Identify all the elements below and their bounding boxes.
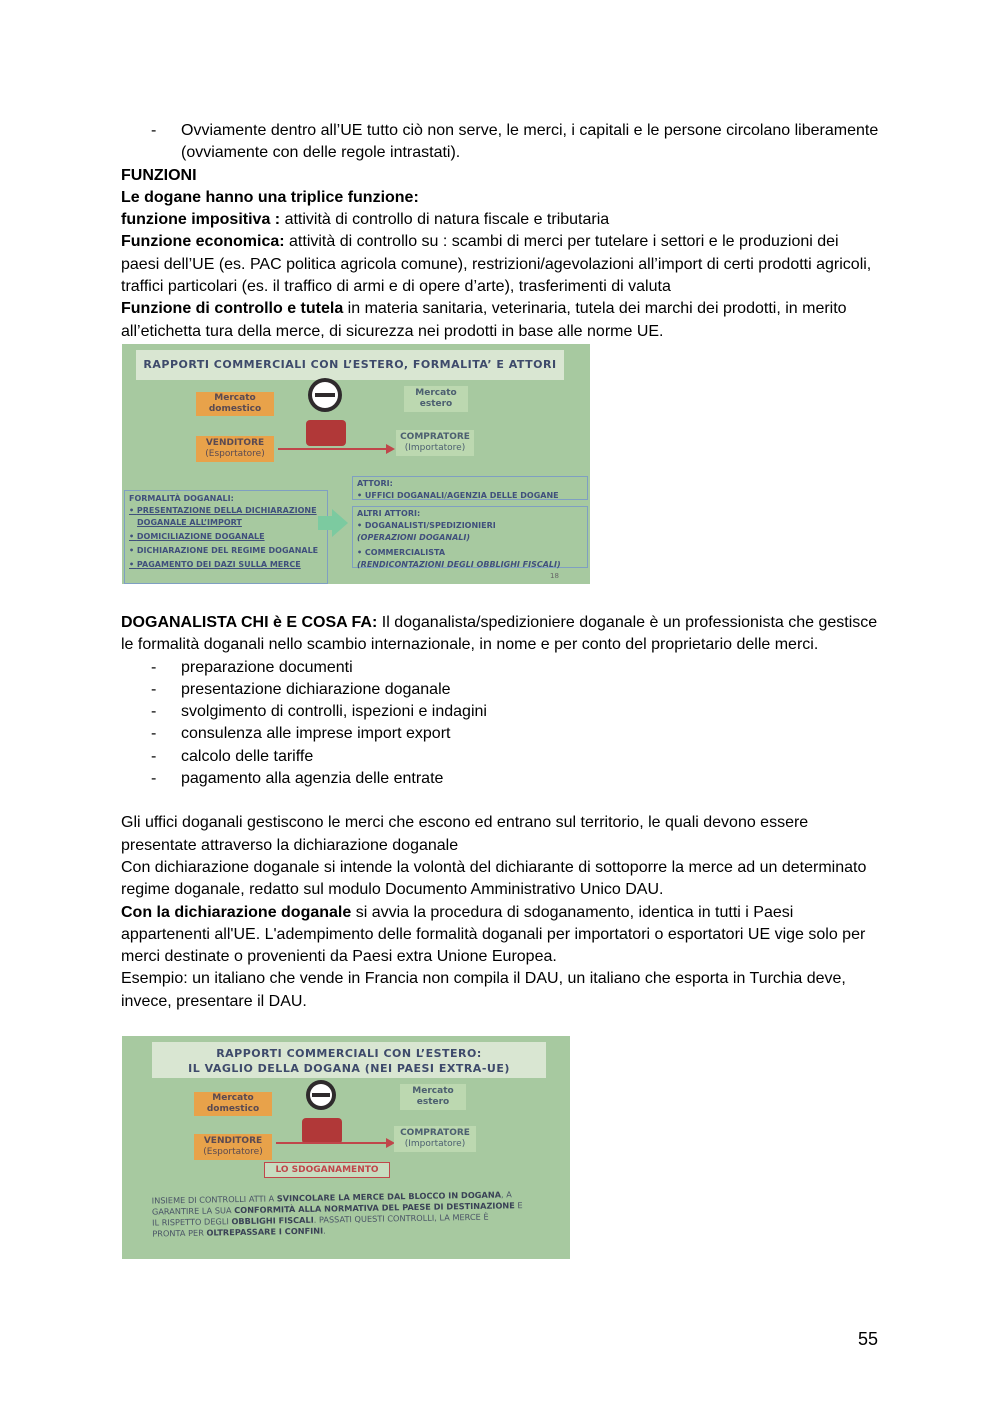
paragraph-controllo: Funzione di controllo e tutela in materia sanitaria, veterinaria, tutela dei marchi dei prodotti, in merito all’etichetta tura della merce, di sicurezza nei prodotti in base alle norme UE.: [121, 300, 847, 340]
flow-arrow: [318, 516, 332, 530]
paragraph-doganalista: DOGANALISTA CHI è E COSA FA: Il doganalista/spedizioniere doganale è un professionista che gestisce le formalità doganali nello scambio internazionale, in nome e per conto del proprietario delle merci.: [121, 614, 878, 654]
list-item: - calcolo delle tariffe: [151, 747, 314, 765]
panel-formalita: FORMALITÀ DOGANALI: • PRESENTAZIONE DELLA DICHIARAZIONE DOGANALE ALL’IMPORT • DOMICILIAZIONE DOGANALE • DICHIARAZIONE DEL REGIME DOGANALE • PAGAMENTO DEI DAZI SULLA MERCE: [124, 490, 328, 584]
box-compratore: COMPRATORE (Importatore): [394, 1126, 476, 1152]
truck-icon: [306, 420, 346, 446]
box-venditore: VENDITORE (Esportatore): [196, 436, 274, 462]
slide-image-sdoganamento: [122, 1036, 570, 1259]
customs-stop-icon: [308, 378, 342, 412]
paragraph-uffici: Gli uffici doganali gestiscono le merci che escono ed entrano sul territorio, le quali devono essere presentate attraverso la dichiarazione doganale: [121, 814, 809, 854]
slide-description: INSIEME DI CONTROLLI ATTI A SVINCOLARE LA MERCE DAL BLOCCO IN DOGANA, A GARANTIRE LA SUA CONFORMITÀ ALLA NORMATIVA DEL PAESE DI DESTINAZIONE E IL RISPETTO DEGLI OBBLIGHI FISCALI. PASSATI QUESTI CONTROLLI, LA MERCE È PRONTA PER OLTREPASSARE I CONFINI.: [151, 1189, 523, 1239]
text-block-doganalista: [121, 612, 881, 1013]
box-mercato-domestico: Mercato domestico: [194, 1092, 272, 1116]
dash-list-doganalista: [121, 657, 881, 791]
box-compratore: COMPRATORE (Importatore): [396, 430, 474, 456]
arrow-line: [276, 1142, 388, 1144]
list-item: - consulenza alle imprese import export: [151, 725, 451, 743]
slide-title: RAPPORTI COMMERCIALI CON L’ESTERO, FORMALITA’ E ATTORI: [136, 350, 564, 380]
paragraph-esempio: Esempio: un italiano che vende in Francia non compila il DAU, un italiano che esporta in Turchia deve, invece, presentare il DAU.: [121, 970, 846, 1010]
list-item: - preparazione documenti: [151, 658, 353, 676]
list-item: - Ovviamente dentro all’UE tutto ciò non serve, le merci, i capitali e le persone circolano liberamente (ovviamente con delle regole intrastati).: [151, 122, 879, 162]
truck-icon: [302, 1118, 342, 1144]
arrow-right-icon: [386, 444, 395, 454]
customs-stop-icon: [306, 1080, 336, 1110]
box-venditore: VENDITORE (Esportatore): [194, 1134, 272, 1160]
page-number: 55: [857, 1329, 878, 1349]
slide-image-formalita: [122, 344, 590, 584]
flow-arrow-head-icon: [332, 509, 348, 537]
panel-attori: ATTORI: • UFFICI DOGANALI/AGENZIA DELLE DOGANE: [352, 476, 588, 500]
list-item: - pagamento alla agenzia delle entrate: [151, 770, 444, 788]
paragraph-sdoganamento: Con la dichiarazione doganale si avvia la procedura di sdoganamento, identica in tutti i Paesi appartenenti all'UE. L'adempimento delle formalità doganali per importatori o esportatori UE vige solo per merci destinate o provenienti da Paesi extra Unione Europea.: [121, 903, 866, 966]
section-heading-funzioni: FUNZIONI: [121, 166, 197, 184]
box-mercato-estero: Mercato estero: [404, 386, 468, 412]
box-mercato-domestico: Mercato domestico: [196, 392, 274, 416]
subheading: Le dogane hanno una triplice funzione:: [121, 188, 419, 206]
paragraph-economica: Funzione economica: attività di controllo su : scambi di merci per tutelare i settori e le produzioni dei paesi dell’UE (es. PAC politica agricola comune), restrizioni/agevolazioni all’import di certi prodotti agricoli, traffici particolari (es. il traffico di armi e di opere d’arte), trasferimenti di valuta: [121, 233, 872, 296]
paragraph-impositiva: funzione impositiva : attività di controllo di natura fiscale e tributaria: [121, 211, 610, 229]
slide-number: 18: [550, 572, 559, 580]
panel-altri-attori: ALTRI ATTORI: • DOGANALISTI/SPEDIZIONIERI (OPERAZIONI DOGANALI) • COMMERCIALISTA (RENDICONTAZIONI DEGLI OBBLIGHI FISCALI): [352, 506, 588, 568]
arrow-line: [278, 448, 388, 450]
list-item: - presentazione dichiarazione doganale: [151, 680, 451, 698]
text-block-top: [121, 120, 881, 343]
list-item: - svolgimento di controlli, ispezioni e indagini: [151, 703, 487, 721]
dash-list-top: [121, 120, 881, 165]
box-mercato-estero: Mercato estero: [400, 1084, 466, 1110]
box-sdoganamento: LO SDOGANAMENTO: [264, 1162, 390, 1178]
slide-title: RAPPORTI COMMERCIALI CON L’ESTERO: IL VAGLIO DELLA DOGANA (NEI PAESI EXTRA-UE): [152, 1042, 546, 1078]
paragraph-dichiarazione: Con dichiarazione doganale si intende la volontà del dichiarante di sottoporre la merce ad un determinato regime doganale, redatto sul modulo Documento Amministrativo Unico DAU.: [121, 858, 867, 899]
